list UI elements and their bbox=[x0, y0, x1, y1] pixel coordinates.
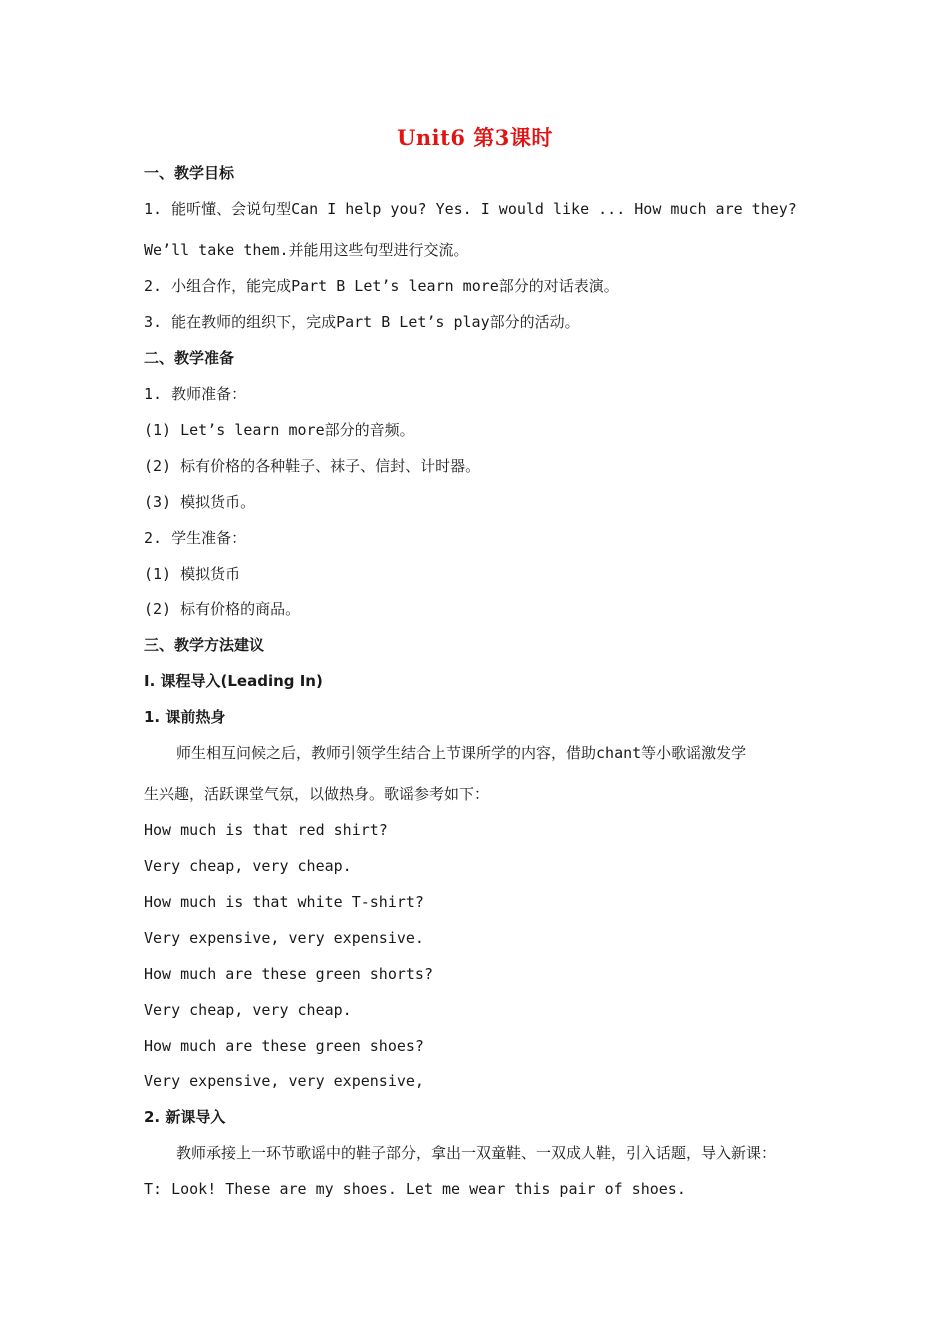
chant-line: Very cheap, very cheap. bbox=[144, 857, 352, 875]
teacher-prep-item-2: (2) 标有价格的各种鞋子、袜子、信封、计时器。 bbox=[144, 457, 481, 475]
chant-line: How much are these green shoes? bbox=[144, 1037, 424, 1055]
chant-line: Very expensive, very expensive, bbox=[144, 1072, 424, 1090]
subsection-leading-in: I. 课程导入(Leading In) bbox=[144, 672, 323, 690]
dialogue-line: T: Look! These are my shoes. Let me wear this pair of shoes. bbox=[144, 1180, 686, 1198]
warm-up-paragraph-line-1: 师生相互问候之后，教师引领学生结合上节课所学的内容，借助chant等小歌谣激发学 bbox=[176, 744, 747, 762]
document-title: Unit6 第3课时 bbox=[397, 125, 553, 150]
objective-2: 2. 小组合作，能完成Part B Let’s learn more部分的对话表演。 bbox=[144, 277, 619, 295]
step-new-lesson-heading: 2. 新课导入 bbox=[144, 1108, 226, 1126]
objective-1-line-2: We’ll take them.并能用这些句型进行交流。 bbox=[144, 241, 469, 259]
student-prep-item-1: (1) 模拟货币 bbox=[144, 565, 241, 583]
objective-1-line-1: 1. 能听懂、会说句型Can I help you? Yes. I would like ... How much are they? bbox=[144, 200, 797, 218]
section-heading-objectives: 一、教学目标 bbox=[144, 164, 235, 182]
warm-up-paragraph-line-2: 生兴趣，活跃课堂气氛，以做热身。歌谣参考如下： bbox=[144, 785, 490, 803]
student-prep-heading: 2. 学生准备： bbox=[144, 529, 247, 547]
new-lesson-paragraph: 教师承接上一环节歌谣中的鞋子部分，拿出一双童鞋、一双成人鞋，引入话题，导入新课： bbox=[176, 1144, 777, 1162]
chant-line: How much are these green shorts? bbox=[144, 965, 433, 983]
chant-line: How much is that red shirt? bbox=[144, 821, 388, 839]
chant-line: How much is that white T-shirt? bbox=[144, 893, 424, 911]
teacher-prep-heading: 1. 教师准备： bbox=[144, 385, 247, 403]
section-heading-methods: 三、教学方法建议 bbox=[144, 636, 265, 654]
step-warm-up-heading: 1. 课前热身 bbox=[144, 708, 226, 726]
section-heading-preparation: 二、教学准备 bbox=[144, 349, 235, 367]
chant-line: Very cheap, very cheap. bbox=[144, 1001, 352, 1019]
teacher-prep-item-1: (1) Let’s learn more部分的音频。 bbox=[144, 421, 415, 439]
objective-3: 3. 能在教师的组织下，完成Part B Let’s play部分的活动。 bbox=[144, 313, 580, 331]
teacher-prep-item-3: (3) 模拟货币。 bbox=[144, 493, 256, 511]
student-prep-item-2: (2) 标有价格的商品。 bbox=[144, 600, 301, 618]
chant-line: Very expensive, very expensive. bbox=[144, 929, 424, 947]
